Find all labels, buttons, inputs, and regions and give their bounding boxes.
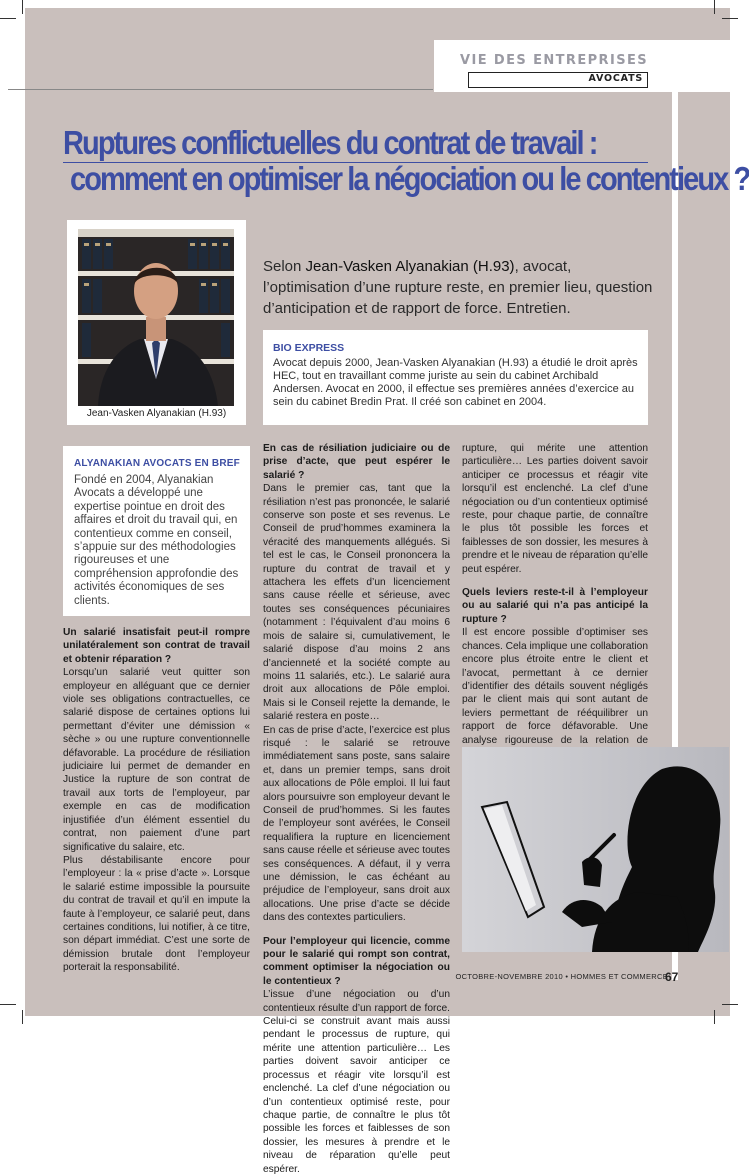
question-3: Pour l’employeur qui licencie, comme pour le salarié qui rompt son contrat, comment optimiser la négociation ou le contentieux ? (263, 935, 450, 987)
crop-mark (0, 1004, 16, 1005)
firm-sidebar (63, 446, 250, 616)
crop-mark (22, 1010, 23, 1024)
bio-express-box (263, 330, 648, 425)
question-2: En cas de résiliation judiciaire ou de prise d’acte, que peut espérer le salarié ? (263, 443, 450, 481)
answer-4: Il est encore possible d’optimiser ses chances. Cela implique une collaboration encore plus étroite entre le client et l’avocat, permettant à ce dernier d’identifier des détails souvent négligés par le client mais qui sont autant de leviers permettant de rééquilibrer un rapport de force défavorable. Une analyse rigoureuse de la relation de (462, 627, 648, 746)
page-number: 67 (665, 970, 679, 984)
portrait-frame (67, 220, 246, 425)
headline-line-2: comment en optimiser la négociation ou le contentieux ? (70, 160, 749, 197)
crop-mark (22, 0, 23, 14)
question-4: Quels leviers reste-t-il à l’employeur ou au salarié qui n’a pas anticipé la rupture ? (462, 587, 648, 625)
bio-text: Avocat depuis 2000, Jean-Vasken Alyanakian (H.93) a étudié le droit après HEC, tout en travaillant comme juriste au sein du cabinet Archibald Andersen. Avocat en 2000, il effectue ses premières années d’exercice au sein du cabinet Bredin Prat. Il créé son cabinet en 2004. (273, 357, 638, 408)
answer-1-continued: Plus déstabilisante encore pour l’employeur : la « prise d’acte ». Lorsque le salarié estime impossible la poursuite du contrat de travail et qu’il en impute la faute à l’employeur, ce salarié peut, dans certaines conditions, lui notifier, à ce titre, son départ immédiat. C’est une sorte de démission brutale dont l’employeur porterait la responsabilité. (63, 854, 250, 974)
crop-mark (714, 0, 715, 14)
sidebar-title: ALYANAKIAN AVOCATS EN BREF (74, 458, 240, 469)
answer-3-continued: rupture, qui mérite une attention particulière… Les parties doivent savoir anticiper ce processus et réagir vite lorsqu’il est enclenché. La clef d’une négociation ou d’un contentieux optimisé reste, pour chaque partie, de connaître le plus tôt possible les forces et faiblesses de son dossier, les mesures à prendre et le niveau de réparation qu’elle peut espérer. (462, 443, 648, 575)
crop-mark (714, 1010, 715, 1024)
silhouette-illustration (462, 747, 729, 952)
headline-line-1: Ruptures conflictuelles du contrat de travail : (63, 124, 597, 161)
registration-line (8, 89, 433, 90)
crop-mark (722, 18, 738, 19)
intro-rest: , avocat, l’optimisation d’une rupture reste, en premier lieu, question d’anticipation et de rapport de force. Entretien. (263, 258, 653, 317)
bio-title: BIO EXPRESS (273, 342, 345, 354)
subsection-label: AVOCATS (588, 73, 643, 84)
crop-mark (0, 18, 16, 19)
article-column-2 (263, 442, 450, 1175)
article-column-1 (63, 626, 250, 975)
article-column-3 (462, 442, 648, 787)
footer-issue: OCTOBRE-NOVEMBRE 2010 • HOMMES ET COMMERCE (455, 972, 668, 981)
crop-mark (722, 1004, 738, 1005)
portrait-illustration (78, 229, 234, 406)
sidebar-text: Fondé en 2004, Alyanakian Avocats a développé une expertise pointue en droit des affaires et droit du travail qui, en contentieux comme en conseil, s’appuie sur des méthodologies rigoureuses et une compréhension approfondie des activités économiques de ses clients. (74, 474, 239, 607)
intro-name: Jean-Vasken Alyanakian (H.93) (305, 258, 515, 275)
portrait-caption: Jean-Vasken Alyanakian (H.93) (86, 408, 227, 419)
question-1: Un salarié insatisfait peut-il rompre unilatéralement son contrat de travail et obtenir réparation ? (63, 627, 250, 665)
section-rubric (434, 40, 730, 92)
answer-1: Lorsqu’un salarié veut quitter son employeur en alléguant que ce dernier viole ses obligations contractuelles, ce salarié dispose de certaines options lui permettant d’éviter une démission « sèche » ou une rupture conventionnelle défavorable. La procédure de résiliation judiciaire lui permet de demander en Justice la rupture de son contrat de travail aux torts de l’employeur, par exemple en cas de modification injustifiée d’un élément essentiel du contrat, non paiement d’une part significative du salaire, etc. (63, 667, 250, 853)
subsection-box (468, 72, 648, 88)
portrait-photo (78, 229, 234, 406)
answer-2: Dans le premier cas, tant que la résiliation n’est pas prononcée, le salarié conserve son poste et ses revenus. Le Conseil de prud’hommes examinera la véracité des manquements allégués. Si tel est le cas, le Conseil prononcera la rupture du contrat de travail et y attachera les effets d’un licenciement sans cause réelle et sérieuse, avec toutes ses conséquences pécuniaires (notamment : l’équivalent d’au moins 6 mois de salaire si, cumulativement, le salarié dispose d’au moins 2 ans d’ancienneté et la société compte au moins 11 salariés, etc.). Le salarié aura droit aux allocations de Pôle emploi. Mais si le Conseil rejette la demande, le salarié restera en poste… (263, 483, 450, 723)
section-title: VIE DES ENTREPRISES (460, 53, 648, 68)
intro-prefix: Selon (263, 258, 306, 275)
intro-standfirst (263, 256, 653, 319)
silhouette-photo (462, 747, 729, 952)
answer-2-continued: En cas de prise d’acte, l’exercice est plus risqué : le salarié se retrouve immédiatement sans poste, sans salaire et, dans un premier temps, sans droit aux allocations de Pôle emploi. Il lui faut alors poursuivre son employeur devant le Conseil de prud’hommes. Si les fautes de l’employeur sont avérées, le Conseil requalifiera la rupture en licenciement sans cause réelle et sérieuse avec toutes ses conséquences. A défaut, il y verra une démission, le cas échéant au préjudice de l’employeur, sans droit aux allocations. Une prise d’acte se décide dans des contextes particuliers. (263, 724, 450, 924)
answer-3: L’issue d’une négociation ou d’un contentieux résulte d’un rapport de force. Celui-ci se construit avant mais aussi pendant le processus de rupture, qui mérite une attention particulière… Les parties doivent savoir anticiper ce processus et réagir vite lorsqu’il est enclenché. La clef d’une négociation ou d’un contentieux optimisé reste, pour chaque partie, de connaître le plus tôt possible les forces et faiblesses de son dossier, les mesures à prendre et le niveau de réparation qu’elle peut espérer. (263, 989, 450, 1175)
